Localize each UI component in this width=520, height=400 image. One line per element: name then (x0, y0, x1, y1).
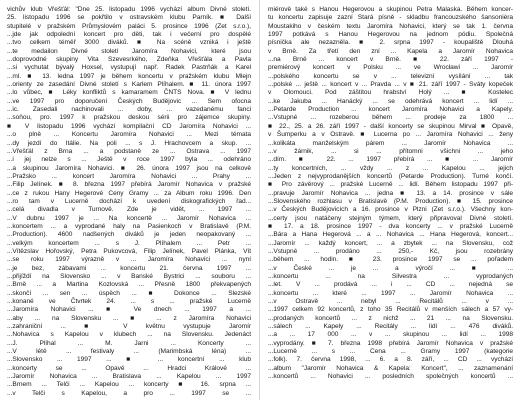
right-text-line: ...Slovenského rozhlasu v Bratislavě (P.M. Production). ■ 15. prosince (268, 197, 513, 205)
right-text-line: ...kolikáta manželským párem ... Jaromír Nohavica ... (268, 139, 513, 147)
right-text-line: ...certy jsou natáčeny stejným týmem, který připravoval Divné století. (268, 214, 513, 222)
left-text-column (7, 6, 251, 397)
right-text-line: ...pravuje Jaromír Nohavica ... jedna ■ 13. a 14. prosince v sále (268, 189, 513, 197)
left-text-line: ...ve 1997 pro doporučení Českých Budějovic ... Sem ofocna (7, 97, 251, 105)
left-text-line: ...V dubnu 1997 je ... Na koncertě ... Jaromír Nohavica ... (7, 214, 251, 222)
right-text-line: ...v Ostravě ... nebyl ... Recitálů ... v ... (268, 298, 513, 306)
right-text-line: ...koncertů ... Nohavici ... posledních společných koncertů ... (268, 373, 513, 381)
left-text-line: ...orienty ze zasedání Divné století s Karlem Plíhalem. ■ 11. února 1997 (7, 81, 251, 89)
left-text-line: ...a skupinou Jaromíra Nohavici. ■ 26. února 1997 jsou na celkově (7, 164, 251, 172)
right-text-line: ...v žárnik, ... si ... přítomni všichni ... jeho (268, 147, 513, 155)
left-text-line: ...Filip Jelínek. ■ 8. března 1997 přebírá Jaromír Nohavica v pražské (7, 181, 251, 189)
left-text-line: ...dy jezdí do Itálie. Na poli ... s J. Hrachovcem a skup. ... (7, 139, 251, 147)
right-text-line: ...na Brně ... koncert v Brně. ■ 22. září 1997 - (268, 56, 513, 64)
left-text-line: ...ro tam v Lucerně dochází k uvedení diskografických řad... (7, 197, 251, 205)
left-text-line: ■ V listopadu 1996 vychází kompilační CD Jaromíra Nohavici ... (7, 122, 251, 130)
right-text-line: ...let. V ... prodává ... i ... CD ... nejedná se (268, 281, 513, 289)
right-text-line: ...Bára a Hana Hegerová ... a ... Nohavica ... Hana Hegerová, koncert... (268, 231, 513, 239)
left-text-line: ...J. Plíhal ... M. Jarni ... Koncerty ... (7, 339, 251, 347)
left-text-line: ...velkým koncertem ... s J. Plíhalem ... Petr ... (7, 239, 251, 247)
left-text-line: ...Vřešťál z Brna ... a podstaně ze ... Ostrava ... 1997 (7, 147, 251, 155)
left-text-line: ...Vítězslav Hořovský, Petra Pukovcová, Filip Jelínek, Pavel Plánka, Vít (7, 247, 251, 255)
left-text-line: ...Nohavica s Kapelou v klubech ... na Slovensku. Jedenáct (7, 331, 251, 339)
right-text-line: miérově také s Hanou Hegerovou a skupinou Petra Malaska. Během koncer- (268, 6, 513, 13)
left-text-line: ...i jej nelze s ... Ještě v roce 1997 byla ... odehráno (7, 156, 251, 164)
right-text-line: 1997 potkává s Hanou Hegerovou na jednom pódiu. Společná (268, 31, 513, 39)
left-text-line: ...o plně ... Koncertu Jaromíra Nohavici ... Mezi témata (7, 131, 251, 139)
right-text-line: ...Petarde Production ... koncert Jaromíra Nohavici a Kapely. (268, 106, 513, 114)
left-text-line: ...ce z rukou Hany Hegerové Ceny Gramy ... za Album roku 1996. Den (7, 189, 251, 197)
left-text-line: ...je bez, zábavami ... koncertu 21. června 1997 ... (7, 264, 251, 272)
left-text-line: ...konané ve Čtvrtek 24. ... s ... pražské Lucerně (7, 298, 251, 306)
left-text-line: ...koncertem ... a vyprodané haly na Pasienkoch v Bratislavě (P.M. (7, 222, 251, 230)
right-text-line: ...album "Jaromír Nohavica & Kapela: Koncert", ... zaznamenání (268, 364, 513, 372)
left-text-line: ...lo vůbec, ■ Léky konfliktů s kamaramem ČNTS Nova. ■ V lednu (7, 89, 251, 97)
left-text-line: ...koncerty se ... Opavě ... Hradci Králové ... (7, 364, 251, 372)
left-text-line: ...tvo celkem téměř 3000 diváků. ■ Na scéně vzniká i ještě (7, 39, 251, 47)
right-text-line: ...ty koncertních, ... vždy ... z ... Kapelou ... jejich (268, 164, 513, 172)
left-text-line: 25. listopadu 1996 se pokřtilo v ostravském klubu Parník. ■ Další (7, 14, 251, 22)
left-text-line: ...Brně ... a Martina Kozlovská ... Přesně 1800 překvapených (7, 281, 251, 289)
right-text-line: ...prodaných koncertů ... z nichž ... 21 ... na Slovensku. (268, 314, 513, 322)
right-text-line: v Brně. Za třetí den zní ... Kapela a Jaromír Nohavica (268, 47, 513, 55)
right-text-line: písnička ale nezazněla. ■ 2. srpna 1997 - koupaliště Dlouhá (268, 39, 513, 47)
left-text-line: ...V létě ... festivaly ... (Marimbská léna) ... (7, 348, 251, 356)
left-text-line: ...te medailon Divné století Jaromíra Nohavici, které jsou (7, 47, 251, 55)
right-text-line: v Šumperku a v Ostravě. ■ Lucerna po ... Jaromíra Nohavici ... ženy (268, 131, 513, 139)
left-text-line: ...soňou, pro. 1997 k pražskou deskou sérii pro zájemce skupiny. (7, 114, 251, 122)
left-text-line: stupitelé v pražském Průmyslovém paláci 5. prosince 1996 (Zet s.r.o.), (7, 22, 251, 30)
left-text-line: ...ml. ■ 13. ledna 1997 je během koncertu v pražském klubu Mlejn (7, 72, 251, 80)
right-text-line: ...v České ... je ... a výročí ... ■ ... (268, 264, 513, 272)
right-text-line: ...polského koncertu se v ... televizní vysílání ... tak (268, 72, 513, 80)
left-text-line: ...zahraniční ... ■ V květnu vystupuje Jaromír (7, 323, 251, 331)
right-text-line: ...folk). 7. června 1998, ... 6. a 8. září, ... CD ... vychází (268, 356, 513, 364)
left-text-line: vichův klub Vřešťál: "Dne 25. listopadu 1996 vychází album Divné století. (7, 6, 251, 13)
right-text-line: ...během ... hodin. ■ 23. prosince 1997 se ... pořadem (268, 256, 513, 264)
right-text-line: ...ke Jakuba ... Hanácký ... se odehrává koncert ... lidí ... (268, 97, 513, 105)
left-text-line: ...Brnem ... Telči ... Kapelou ... koncerty ■ 16. srpna ... (7, 381, 251, 389)
left-text-line: ...ic. Zasedali nachinovali ... doby, ... vazedanému fanci (7, 106, 251, 114)
right-text-line: ■ 22., 25. a 26. září 1997 - další koncerty se skupinou Mirval ■ Opavě, (268, 122, 513, 130)
left-text-line: ...si vychutat bývalý Hoxsel, vystupují např. Radek Pastrňák a Karel (7, 64, 251, 72)
right-text-line: ...Jeden z nejvyprodanějších koncertů (Petarde Production). Turné končí. (268, 172, 513, 180)
left-text-line: ...Pražsko ... koncert Jaromíra Nohavici ... Prahy ... (7, 172, 251, 180)
right-text-line: ...a ... 17 000 ... v ... skupinou ... lidí ... 1998 (268, 331, 513, 339)
right-text-line: ■ 17. a 18. prosince 1997 - dva koncerty ... v pražské Lucerně (268, 222, 513, 230)
left-text-line: ...celá divadla v Turnově. Zde je vidět, ... 1997 ... (7, 206, 251, 214)
right-text-line: Moustakiho v českém textu Jaromíra Nohavici, který se tak 1. června (268, 22, 513, 30)
left-text-line: ...jde jak odpolední koncert pro děti, tak i večerní pro dospělé (7, 31, 251, 39)
right-text-line: ...v Českých Budějovicích a 16. prosince v Plzni (Zet s.r.o.). Všechny kon- (268, 206, 513, 214)
right-text-line: ...dím. ■ 22. ... 1997 přebírá ... ■ ... Jaromír (268, 156, 513, 164)
page-fold-divider (259, 0, 260, 400)
left-text-line: ...aby ... na Slovensku ... ■ ... z Jaromíra Nohavici (7, 314, 251, 322)
left-text-line: ...Jaromír Nohavica ... Bratislava ... Kapelou ... 1997 (7, 373, 251, 381)
left-text-line: ...v Telči s Kapelou, a pro ... 1997 se ... (7, 389, 251, 397)
right-text-line: ...Jaromír ... každý koncert, ... a zbytek ... na Slovensku, což (268, 239, 513, 247)
right-text-line: ...polské ... ještě ... koncert v ... Pravda ... v ■ 21. září 1997 - Sváty kopeček (268, 81, 513, 89)
right-text-line: ...koncertu ... které ... 1997 ... Jaromír Nohavica ... (268, 289, 513, 297)
right-text-line: ■ Pro závěrový ... pražské Lucerně ... lidí. Během listopadu 1997 při- (268, 181, 513, 189)
left-text-line: ...skončí ... sen ... úspěch ... ■ Dokonce ... Slezské (7, 289, 251, 297)
right-text-line: ...Vstupné ... rozeberou během ... prodeje za 1800 ... (268, 114, 513, 122)
right-text-line: premiérový koncert v Polsku ... ve Wrocławi ... Jaromír (268, 64, 513, 72)
left-text-line: ...Slovensko ... 1997 ... ■ ... koncertní ... klub (7, 356, 251, 364)
right-text-column (268, 6, 513, 390)
left-text-line: ...přijíždí na Slovensko ... v Banské Bystrici ... souboru ... (7, 273, 251, 280)
right-text-line: ...1997 celkem 92 koncertů, z toho 35 Recitálů v menších sálech a 57 vy- (268, 306, 513, 314)
left-text-line: ...doprovodné skupiny Vita Szevesrkého, Zdeňka Vřešťála a Pavla (7, 56, 251, 64)
right-text-line: tu koncertu zapisuje zazní Stará písně - skladbu francouzského šansoniéra (268, 14, 513, 22)
right-text-line: v Olomouci. Pod záštitou hrabství Holý ... ■ Kostelec (268, 89, 513, 97)
left-text-line: ...Jaromíra Nohavici ... ■ Ve dnech ... 1997 a ... (7, 306, 251, 314)
right-text-line: ...Vstupné ... prodáno ... 250,- Kč, jsou rozebrány (268, 247, 513, 255)
right-text-line: ...sálech ... Kapely ... Recitály ... lidí ... 476 diváků. (268, 323, 513, 331)
right-text-line: ...vyprodány. ■ 7. března 1998 přebírá Jaromír Nohavica v pražské (268, 339, 513, 347)
right-text-line: ...koncertu ... na Silvestra ... vyprodaných (268, 273, 513, 280)
left-text-line: ...se roku 1997 výrazně v ... Jaromíra Nohavici ... nyní (7, 256, 251, 264)
right-text-line: ...Lucerně ... s ... Cena ... Gramy 1997 (kategorie (268, 348, 513, 356)
left-text-line: ...Production). 4600 nadšených diváků je jeden neopakovaný ... (7, 231, 251, 239)
